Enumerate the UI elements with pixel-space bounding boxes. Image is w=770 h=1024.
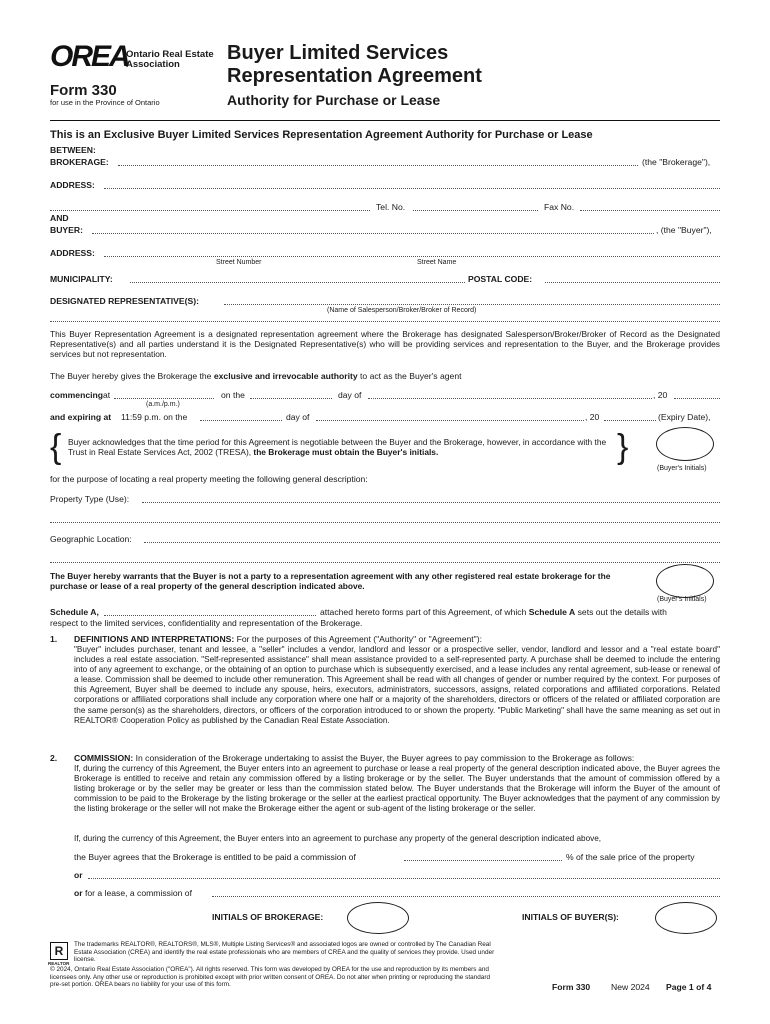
expiring-label: and expiring at [50,412,112,422]
designated-rep-caption: (Name of Salesperson/Broker/Broker of Record) [327,307,477,314]
section-2-heading-line [74,753,634,764]
buyer-initials-oval-3[interactable] [655,902,717,934]
footer-page-number: Page 1 of 4 [666,982,712,992]
municipality-field[interactable] [130,282,465,283]
postal-code-label: POSTAL CODE: [468,274,533,284]
section-2-heading: COMMISSION: [74,753,134,763]
brokerage-initials-oval[interactable] [347,902,409,934]
realtor-r-icon: R [50,942,68,960]
commencing-on-the: on the [221,390,245,400]
warranty-text: The Buyer hereby warrants that the Buyer is not a party to a representation agreement with any other registered real estate brokerage for the purchase or lease of a real property of the general description indicated above. [50,571,611,592]
buyer-initials-caption-1: (Buyer's Initials) [657,465,707,472]
buyer-address-label: ADDRESS: [50,248,95,258]
tel-label: Tel. No. [376,202,406,212]
buyer-suffix: , (the "Buyer"), [656,225,712,235]
trademark-notice: The trademarks REALTOR®, REALTORS®, MLS®, Multiple Listing Services® and associated logos are owned or controlled by The Canadian Real Estate Association (CREA) and identify the real estate professionals who are members of CREA and the quality of services they provide. Used under license. [74,941,495,964]
commencing-label: commencing [50,390,104,400]
copyright-notice: © 2024, Ontario Real Estate Association ("OREA"). All rights reserved. This form was developed by OREA for the use and reproduction by its members and licensees only. Any other use or reproduction is prohibited except with prior written consent of OREA. Do not alter when printing or reproducing the standard pre-set portion. OREA bears no liability for your use of this form. [50,966,491,989]
buyer-field[interactable] [92,233,654,234]
buyer-initials-caption-2: (Buyer's Initials) [657,596,707,603]
form-title-line1: Buyer Limited Services [227,42,449,64]
expiry-year-prefix: , 20 [585,412,600,422]
section-1-body: "Buyer" includes purchaser, tenant and lessee, a "seller" includes a vendor, landlord and lessor or a prospective seller, vendor, landlord and lessor and a "real estate board" includes a real estate association. "Self-represented assistance" shall mean assistance provided to a self-represented party. A purchase shall be deemed to include the entering into of any agreement to exchange, or the obtaining of an option to purchase which is subsequently exercised, and a lease includes any rental agreement, sub-lease or renewal of a lease. Commission shall be deemed to include other remuneration. This Agreement shall be read with all changes of gender or number required by the context. For purposes of this Agreement, Buyer shall be deemed to include any spouse, heirs, executors, administrators, successors, assigns, related corporations and affiliated corporations. Related corporations or affiliated corporations shall include any corporation where one half or a majority of the shareholders, directors or officers of the related or affiliated corporation are the same person(s) as the shareholders, directors, or officers of the corporation introduced to or shown the property. "Public Marketing" shall have the same meaning as set out in REALTOR® Cooperation Policy as published by the Canadian Real Estate Association. [74,645,720,725]
buyer-initials-label: INITIALS OF BUYER(S): [522,912,619,922]
commission-percent-suffix: % of the sale price of the property [566,852,695,862]
section-1-lead: For the purposes of this Agreement ("Authority" or "Agreement"): [236,634,482,644]
schedule-line-2: respect to the limited services, confidentiality and representation of the Brokerage. [50,618,363,628]
lease-or-label: or [74,888,83,898]
designated-paragraph: This Buyer Representation Agreement is a designated representation agreement where the Brokerage has designated Salesperson/Broker/Broker of Record as the Designated Representative(s) and all parties understand it is the Designated Representative(s) who will be providing services and representation to the Buyer, and the Brokerage provides services but not representation. [50,329,720,360]
form-province: for use in the Province of Ontario [50,98,160,107]
section-2-number: 2. [50,753,58,763]
commencing-day-field[interactable] [250,398,332,399]
authority-prefix: The Buyer hereby gives the Brokerage the [50,371,212,381]
form-title-line2: Representation Agreement [227,65,482,87]
commission-other-field[interactable] [88,878,720,879]
schedule-text: attached hereto forms part of this Agreement, of which [320,607,527,617]
org-name-line2: Association [126,59,180,70]
section-1-heading-line [74,634,482,645]
schedule-suffix: sets out the details with [577,607,667,617]
between-label: BETWEEN: [50,145,96,155]
realtor-mark-text: REALTOR [48,961,70,966]
footer-revision: New 2024 [611,982,650,992]
brokerage-address-field[interactable] [104,188,720,189]
footer-form-number: Form 330 [552,982,591,992]
schedule-bold: Schedule A [528,607,576,617]
postal-code-field[interactable] [545,282,720,283]
agreement-heading: This is an Exclusive Buyer Limited Services Representation Agreement Authority for Purchase or Lease [50,129,593,141]
commencing-year-field[interactable] [674,398,720,399]
lease-commission-field[interactable] [212,896,720,897]
section-2-commission-text: the Buyer agrees that the Brokerage is entitled to be paid a commission of [74,852,356,862]
commencing-year-prefix: , 20 [653,390,668,400]
property-type-label: Property Type (Use): [50,494,130,504]
expiry-year-field[interactable] [604,420,656,421]
ampm-caption: (a.m./p.m.) [146,401,180,408]
org-name-line1: Ontario Real Estate [126,49,214,60]
commencing-day-of: day of [338,390,362,400]
geographic-location-label: Geographic Location: [50,534,132,544]
lease-line [74,888,192,899]
property-type-field-2[interactable] [50,522,720,523]
authority-bold: exclusive and irrevocable authority [213,371,358,381]
form-number: Form 330 [50,82,117,99]
header-divider [50,120,720,121]
brokerage-address-label: ADDRESS: [50,180,95,190]
brokerage-suffix: (the "Brokerage"), [642,157,711,167]
geographic-location-field-2[interactable] [50,562,720,563]
expiring-time: 11:59 p.m. on the [121,412,188,422]
section-1-heading: DEFINITIONS AND INTERPRETATIONS: [74,634,235,644]
or-label: or [74,870,83,880]
expiry-month-field[interactable] [316,420,584,421]
fax-label: Fax No. [544,202,575,212]
section-2-body: If, during the currency of this Agreement, the Buyer enters into an agreement to purchase or lease a real property of the general description indicated above, the Buyer agrees the Brokerage is entitled to receive and retain any commission offered by a listing brokerage or by the seller. The Buyer understands that the amount of commission offered by a listing brokerage or by the seller may be greater or less than the commission stated below. The Buyer understands that the Brokerage will inform the Buyer of the amount of commission to be paid to the Brokerage by the listing brokerage or the seller at the earliest practical opportunity. The Buyer acknowledges that the payment of any commission by the listing brokerage or the seller will not make the Brokerage either the agent or sub-agent of the listing brokerage or the seller. [74,764,720,814]
street-name-caption: Street Name [417,259,457,266]
lease-text: for a lease, a commission of [84,888,192,898]
commencing-month-field[interactable] [368,398,652,399]
at-label: at [103,390,111,400]
brokerage-label: BROKERAGE: [50,157,109,167]
fax-field[interactable] [580,210,720,211]
negotiable-text: Buyer acknowledges that the time period for this Agreement is negotiable between the Buyer and the Brokerage, however, in accordance with the Trust in Real Estate Services Act, 2002 (TRESA), [68,437,607,458]
buyer-initials-oval-2[interactable] [656,564,714,598]
right-brace-glyph: } [617,428,629,466]
designated-rep-field-2[interactable] [50,321,720,322]
commencing-time-field[interactable] [114,398,214,399]
brokerage-address-field-2[interactable] [50,210,370,211]
orea-logo: OREA [50,40,129,73]
buyer-initials-oval-1[interactable] [656,427,714,461]
authority-suffix: to act as the Buyer's agent [360,371,462,381]
geographic-location-field[interactable] [144,542,720,543]
designated-rep-field[interactable] [224,304,720,305]
schedule-field[interactable] [104,615,316,616]
expiry-day-of: day of [286,412,310,422]
brokerage-field[interactable] [118,165,638,166]
section-1-number: 1. [50,634,58,644]
purpose-text: for the purpose of locating a real property meeting the following general description: [50,474,368,484]
buyer-label: BUYER: [50,225,83,235]
schedule-text-line [320,607,667,618]
schedule-label: Schedule A, [50,607,99,617]
negotiable-bold: the Brokerage must obtain the Buyer's initials. [253,447,439,458]
municipality-label: MUNICIPALITY: [50,274,113,284]
form-subtitle: Authority for Purchase or Lease [227,92,441,108]
brokerage-initials-label: INITIALS OF BROKERAGE: [212,912,324,922]
left-brace-glyph: { [50,428,62,466]
expiry-day-field[interactable] [200,420,282,421]
designated-rep-label: DESIGNATED REPRESENTATIVE(S): [50,296,199,306]
section-2-purchase-text: If, during the currency of this Agreement, the Buyer enters into an agreement to purchase any property of the general description indicated above, [74,834,602,843]
street-number-caption: Street Number [216,259,262,266]
commission-percent-field[interactable] [404,860,562,861]
tel-field[interactable] [413,210,538,211]
property-type-field[interactable] [142,502,720,503]
section-2-lead: In consideration of the Brokerage undertaking to assist the Buyer, the Buyer agrees to pay commission to the Brokerage as follows: [135,753,635,763]
authority-line [50,371,462,382]
negotiable-notice [68,437,613,457]
schedule-line [50,607,99,618]
buyer-address-field[interactable] [104,256,720,257]
and-label: AND [50,213,69,223]
expiry-date-label: (Expiry Date), [658,412,711,422]
